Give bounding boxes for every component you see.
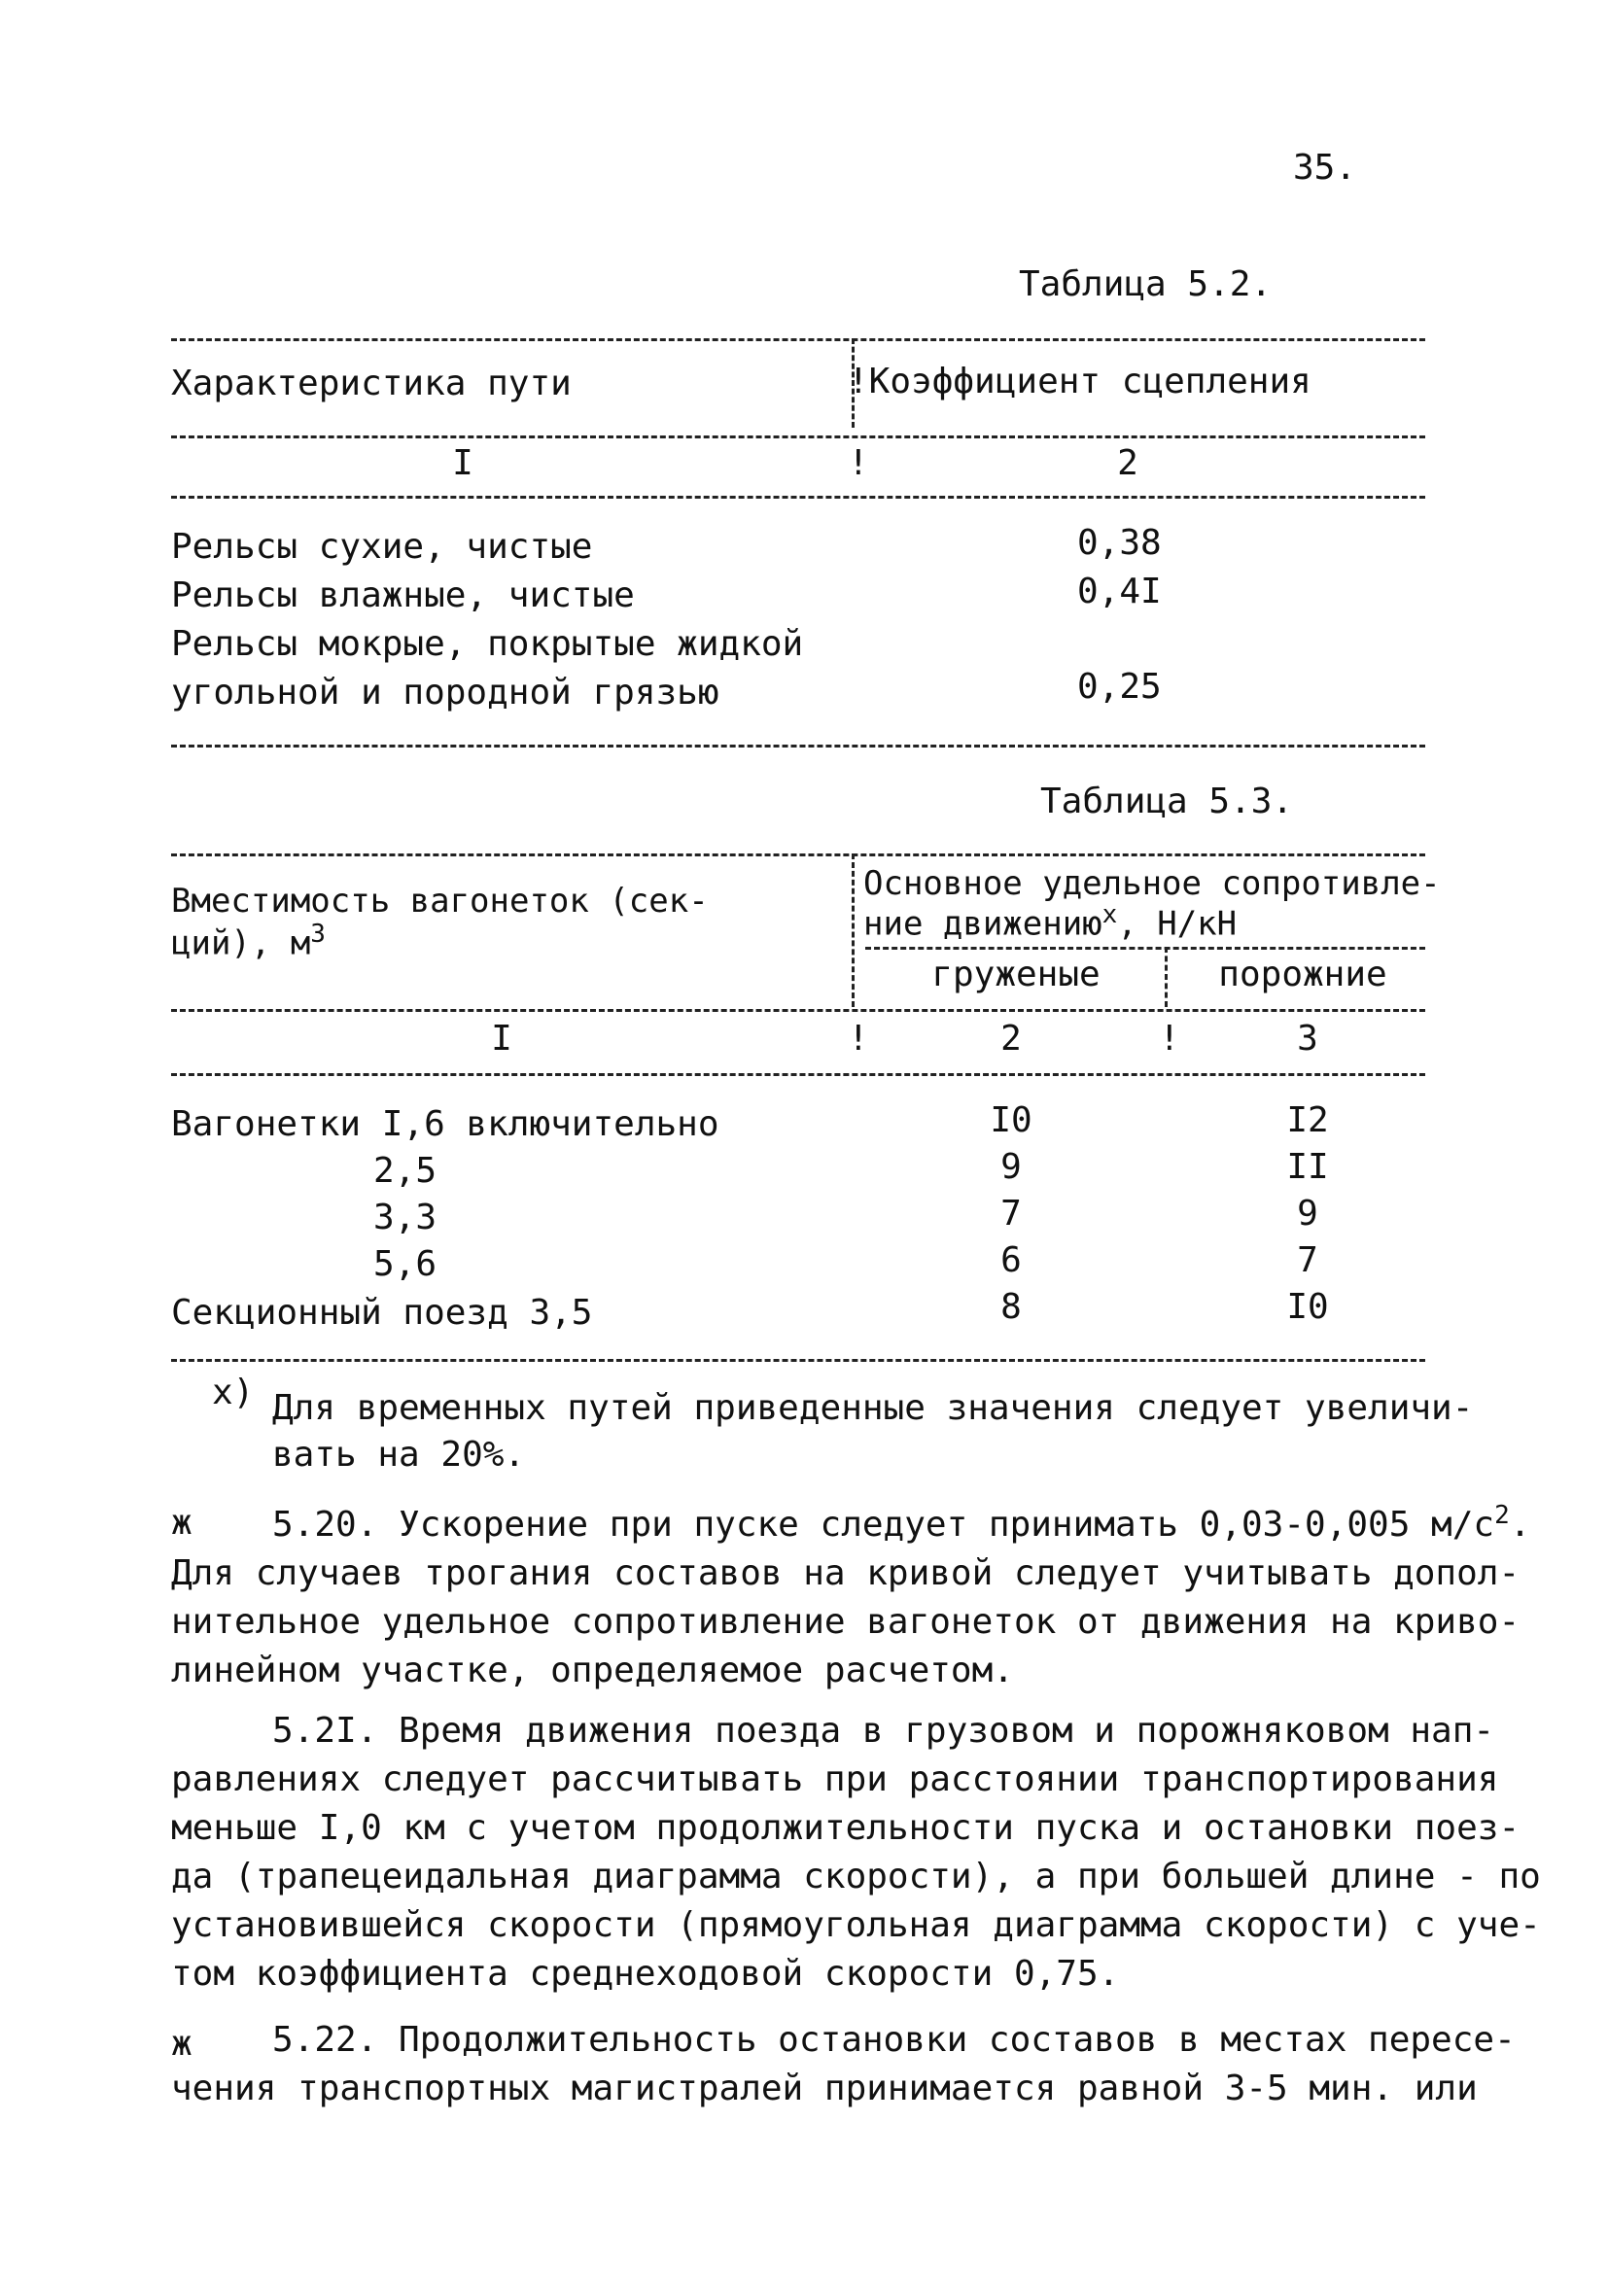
table2-row-empty: I2 bbox=[1286, 1100, 1329, 1140]
table2-header-capacity-text: ций), м bbox=[171, 923, 311, 963]
table2-subheader-rule bbox=[865, 947, 1425, 950]
paragraph-5-20-line: линейном участке, определяемое расчетом. bbox=[171, 1651, 1014, 1690]
table2-row-empty: I0 bbox=[1286, 1287, 1329, 1327]
table2-row-label: Вагонетки I,6 включительно bbox=[171, 1104, 719, 1144]
table1-colnum-rule bbox=[171, 496, 1425, 499]
table2-colnum-separator: ! bbox=[848, 1019, 869, 1059]
paragraph-5-20-line: Для случаев трогания составов на кривой следует учитывать допол- bbox=[171, 1553, 1521, 1593]
footnote-line: Для временных путей приведенные значения следует увеличи- bbox=[272, 1388, 1474, 1428]
table2-row-empty: II bbox=[1286, 1147, 1329, 1187]
paragraph-5-22-line: чения транспортных магистралей принимается равной 3-5 мин. или bbox=[171, 2069, 1478, 2108]
table2-colnum-1: I bbox=[491, 1019, 512, 1059]
paragraph-5-20-text: 5.20. Ускорение при пуске следует принимать 0,03-0,005 м/с bbox=[272, 1505, 1495, 1545]
table1-top-rule bbox=[171, 338, 1425, 341]
footnote-line: вать на 20%. bbox=[272, 1435, 526, 1475]
table2-header-resistance-sup: х bbox=[1101, 900, 1118, 929]
table2-row-label: 2,5 bbox=[373, 1151, 437, 1191]
table1-row-label: Рельсы сухие, чистые bbox=[171, 527, 593, 567]
paragraph-mark: ж bbox=[171, 2024, 192, 2064]
table2-header-resistance-unit: , Н/кН bbox=[1117, 904, 1238, 944]
table1-header-characteristic: Характеристика пути bbox=[171, 364, 572, 403]
table2-subheader-empty: порожние bbox=[1218, 955, 1387, 994]
table2-header-separator bbox=[852, 853, 855, 1007]
paragraph-5-20-line1 bbox=[272, 1501, 1530, 1545]
paragraph-5-21-line: равлениях следует рассчитывать при расстоянии транспортирования bbox=[171, 1759, 1499, 1799]
table2-row-label: 5,6 bbox=[373, 1244, 437, 1284]
table2-row-label: 3,3 bbox=[373, 1198, 437, 1237]
table2-row-loaded: 8 bbox=[1000, 1287, 1022, 1327]
paragraph-5-21-line: да (трапецеидальная диаграмма скорости), а при большей длине - по bbox=[171, 1857, 1541, 1896]
table2-header-rule bbox=[171, 1009, 1425, 1012]
paragraph-5-20-line: нительное удельное сопротивление вагонеток от движения на криво- bbox=[171, 1602, 1521, 1642]
table2-bottom-rule bbox=[171, 1359, 1425, 1362]
table2-colnum-rule bbox=[171, 1073, 1425, 1076]
paragraph-5-22-line: 5.22. Продолжительность остановки составов в местах пересе- bbox=[272, 2020, 1516, 2060]
table2-subheader-loaded: груженые bbox=[931, 955, 1101, 994]
table2-colnum-separator: ! bbox=[1159, 1019, 1180, 1059]
paragraph-5-21-line: меньше I,0 км с учетом продолжительности пуска и остановки поез- bbox=[171, 1808, 1521, 1848]
table1-row-value: 0,25 bbox=[1077, 667, 1162, 707]
table2-top-rule bbox=[171, 853, 1425, 856]
table1-colnum-2: 2 bbox=[1117, 443, 1138, 483]
table2-header-resistance-text: ние движению bbox=[863, 904, 1102, 944]
table2-header-resistance-line1: Основное удельное сопротивле- bbox=[863, 864, 1441, 903]
table2-colnum-2: 2 bbox=[1000, 1019, 1022, 1059]
table2-colnum-3: 3 bbox=[1297, 1019, 1318, 1059]
table1-header-rule bbox=[171, 435, 1425, 438]
table1-colnum-separator: ! bbox=[848, 443, 869, 483]
page-number: 35. bbox=[1293, 148, 1357, 188]
table2-header-capacity-line2 bbox=[171, 918, 326, 963]
table1-row-value: 0,4I bbox=[1077, 572, 1162, 611]
paragraph-5-20-end: . bbox=[1509, 1505, 1531, 1545]
paragraph-mark: ж bbox=[171, 1503, 192, 1543]
paragraph-5-21-line: установившейся скорости (прямоугольная диаграмма скорости) с уче- bbox=[171, 1905, 1541, 1945]
table2-subheader-separator bbox=[1165, 947, 1168, 1007]
table2-row-loaded: 6 bbox=[1000, 1240, 1022, 1280]
table1-bottom-rule bbox=[171, 745, 1425, 748]
table2-row-empty: 9 bbox=[1297, 1194, 1318, 1234]
table2-header-capacity-line1: Вместимость вагонеток (сек- bbox=[171, 882, 709, 921]
paragraph-5-21-line: том коэффициента среднеходовой скорости 0,75. bbox=[171, 1954, 1120, 1994]
table2-header-resistance-line2 bbox=[863, 898, 1238, 944]
table1-row-value: 0,38 bbox=[1077, 523, 1162, 563]
footnote-marker: x) bbox=[212, 1373, 255, 1412]
table2-row-label: Секционный поезд 3,5 bbox=[171, 1293, 593, 1333]
table2-caption: Таблица 5.3. bbox=[1040, 782, 1294, 821]
paragraph-5-21-line: 5.2I. Время движения поезда в грузовом и порожняковом нап- bbox=[272, 1711, 1495, 1751]
table1-caption: Таблица 5.2. bbox=[1019, 264, 1273, 304]
table2-row-loaded: 7 bbox=[1000, 1194, 1022, 1234]
table1-header-coefficient: !Коэффициент сцепления bbox=[848, 362, 1311, 401]
table2-row-empty: 7 bbox=[1297, 1240, 1318, 1280]
table2-row-loaded: 9 bbox=[1000, 1147, 1022, 1187]
table1-row-label: угольной и породной грязью bbox=[171, 673, 719, 713]
table1-row-label: Рельсы влажные, чистые bbox=[171, 575, 635, 615]
table2-row-loaded: I0 bbox=[990, 1100, 1032, 1140]
table1-colnum-1: I bbox=[452, 443, 473, 483]
table1-row-label: Рельсы мокрые, покрытые жидкой bbox=[171, 624, 804, 664]
table2-header-capacity-sup: 3 bbox=[310, 920, 326, 949]
paragraph-5-20-sup: 2 bbox=[1494, 1501, 1510, 1530]
